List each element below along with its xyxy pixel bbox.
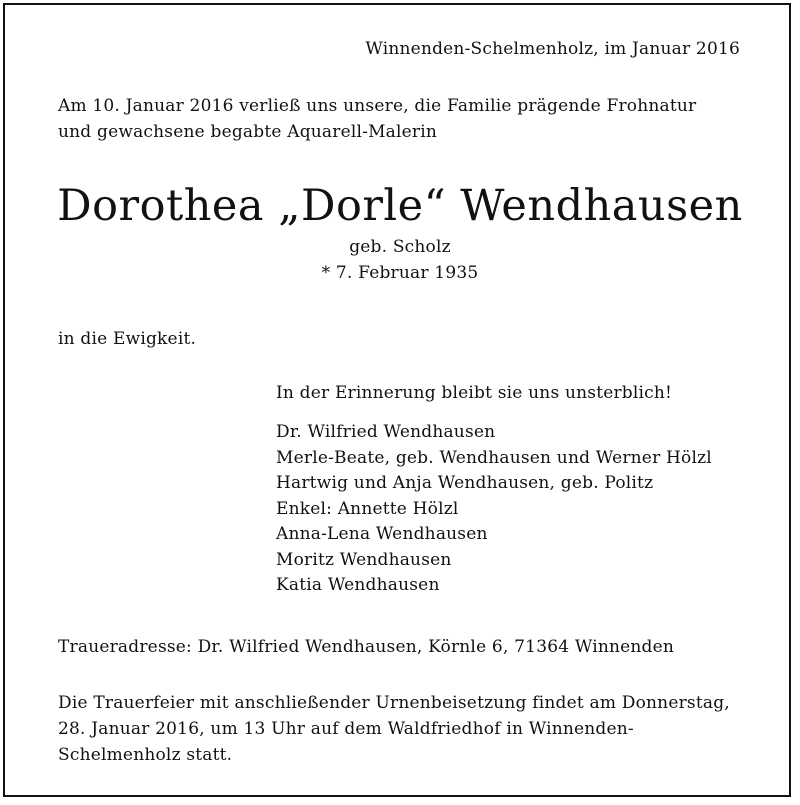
deceased-name: Dorothea „Dorle“ Wendhausen — [57, 181, 743, 231]
eternity-text: in die Ewigkeit. — [58, 329, 197, 349]
mourning-address: Traueradresse: Dr. Wilfried Wendhausen, Körnle 6, 71364 Winnenden — [58, 637, 675, 657]
ceremony-line-2: 28. Januar 2016, um 13 Uhr auf dem Waldfriedhof in Winnenden- — [58, 719, 634, 739]
memorial-quote: In der Erinnerung bleibt sie uns unsterblich! — [276, 383, 673, 403]
ceremony-line-1: Die Trauerfeier mit anschließender Urnenbeisetzung findet am Donnerstag, — [58, 693, 730, 713]
ceremony-line-3: Schelmenholz statt. — [58, 745, 233, 765]
mourner-item: Anna-Lena Wendhausen — [276, 524, 488, 544]
intro-line-2: und gewachsene begabte Aquarell-Malerin — [58, 122, 438, 142]
place-date: Winnenden-Schelmenholz, im Januar 2016 — [365, 39, 740, 59]
mourner-item: Katia Wendhausen — [276, 575, 440, 595]
born-name: geb. Scholz — [349, 237, 451, 257]
mourner-item: Merle-Beate, geb. Wendhausen und Werner Hölzl — [276, 447, 712, 468]
mourner-item: Dr. Wilfried Wendhausen — [276, 422, 496, 442]
mourner-item: Hartwig und Anja Wendhausen, geb. Politz — [276, 473, 654, 493]
mourner-item: Enkel: Annette Hölzl — [276, 498, 459, 519]
intro-line-1: Am 10. Januar 2016 verließ uns unsere, die Familie prägende Frohnatur — [58, 96, 697, 116]
mourner-item: Moritz Wendhausen — [276, 549, 452, 570]
mourners-list — [276, 420, 712, 599]
birth-date: * 7. Februar 1935 — [321, 263, 479, 283]
